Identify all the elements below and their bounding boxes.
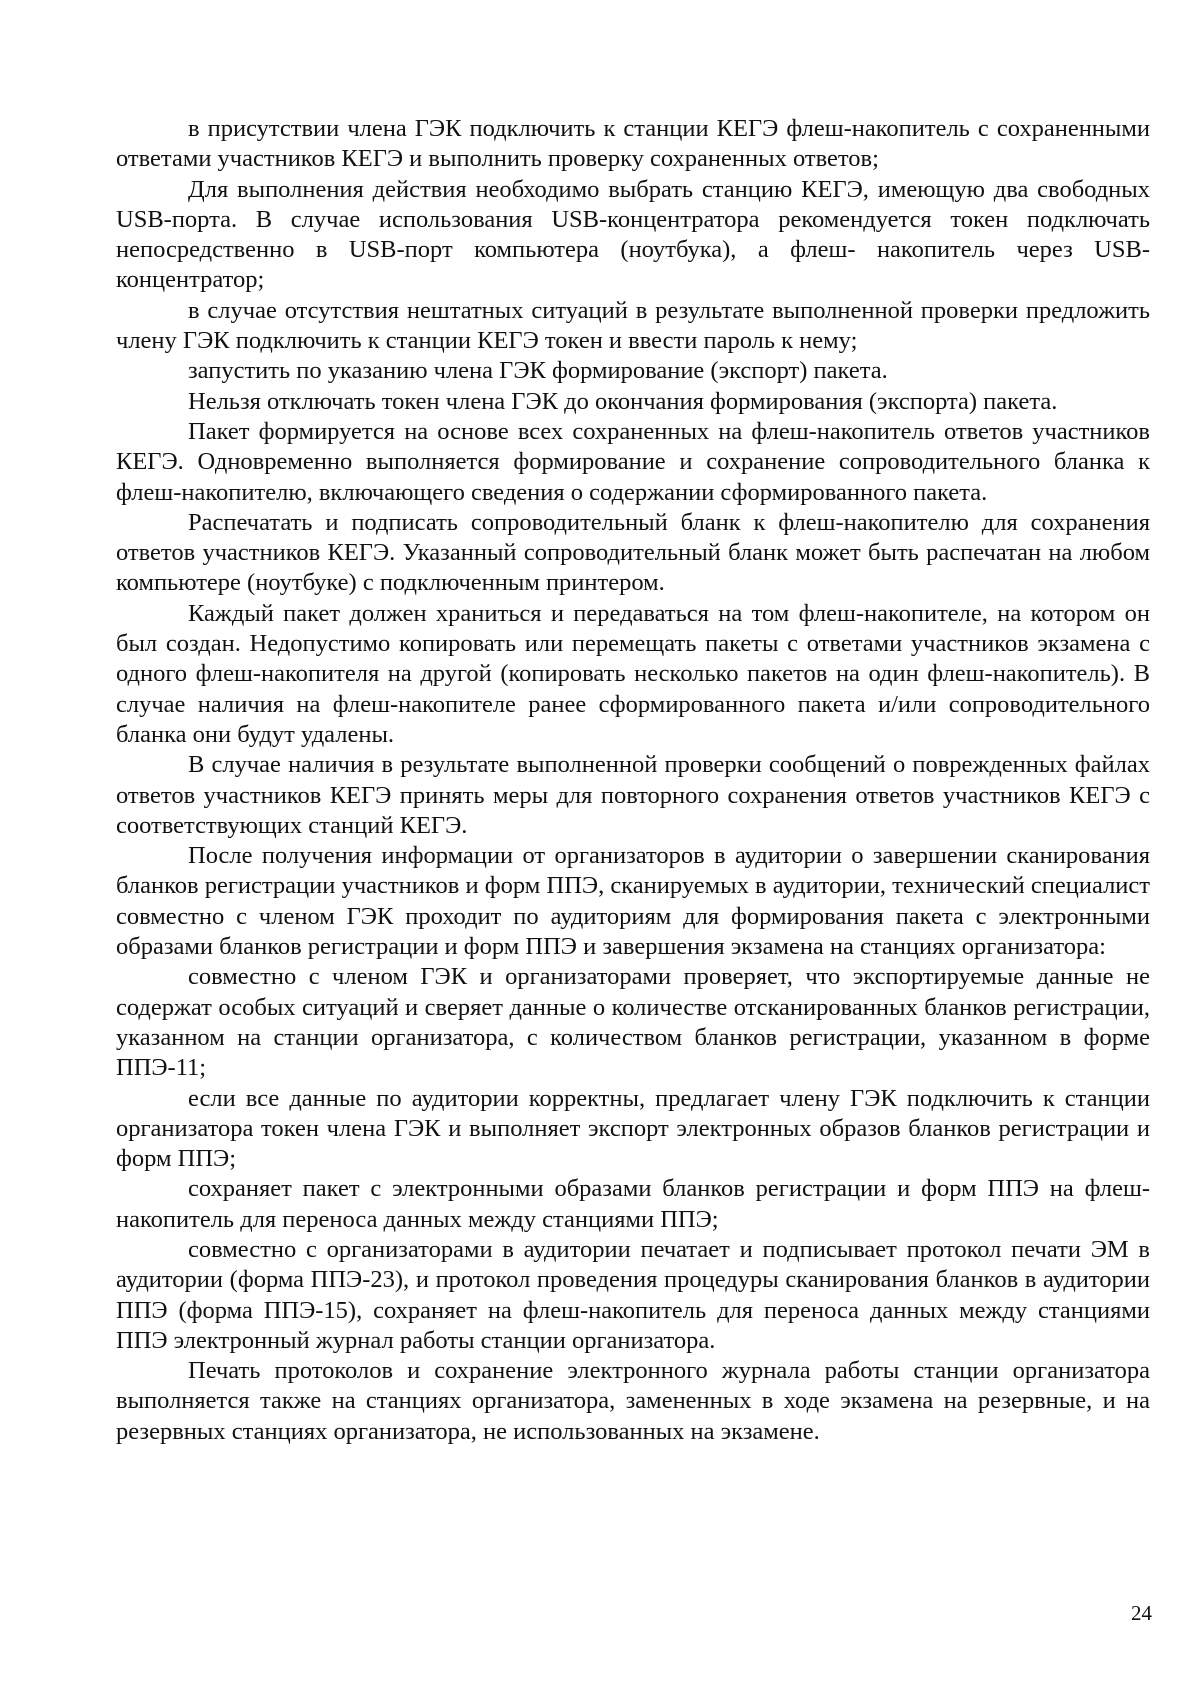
paragraph-3: в случае отсутствия нештатных ситуаций в результате выполненной проверки предложить члену ГЭК подключить к станции КЕГЭ токен и ввести пароль к нему; xyxy=(116,296,1150,355)
paragraph-10: После получения информации от организаторов в аудитории о завершении сканирования бланков регистрации участников и форм ППЭ, сканируемых в аудитории, технический специалист совместно с членом ГЭК проходит по аудиториям для формирования пакета с электронными образами бланков регистрации и форм ППЭ и завершения экзамена на станциях организатора: xyxy=(116,842,1150,961)
paragraph-7: Распечатать и подписать сопроводительный бланк к флеш-накопителю для сохранения ответов участников КЕГЭ. Указанный сопроводительный бланк может быть распечатан на любом компьютере (ноутбуке) с подключенным принтером. xyxy=(116,508,1150,597)
paragraph-14: совместно с организаторами в аудитории печатает и подписывает протокол печати ЭМ в аудитории (форма ППЭ-23), и протокол проведения процедуры сканирования бланков в аудитории ППЭ (форма ППЭ-15), сохраняет на флеш-накопитель для переноса данных между станциями ППЭ электронный журнал работы станции организатора. xyxy=(116,1235,1150,1354)
paragraph-12: если все данные по аудитории корректны, предлагает члену ГЭК подключить к станции организатора токен члена ГЭК и выполняет экспорт электронных образов бланков регистрации и форм ППЭ; xyxy=(116,1084,1150,1173)
paragraph-6: Пакет формируется на основе всех сохраненных на флеш-накопитель ответов участников КЕГЭ. Одновременно выполняется формирование и сохранение сопроводительного бланка к флеш-накопителю, включающего сведения о содержании сформированного пакета. xyxy=(116,417,1150,506)
paragraph-15: Печать протоколов и сохранение электронного журнала работы станции организатора выполняется также на станциях организатора, замененных в ходе экзамена на резервные, и на резервных станциях организатора, не использованных на экзамене. xyxy=(116,1357,1150,1445)
page-number: 24 xyxy=(1131,1601,1152,1625)
paragraph-8: Каждый пакет должен храниться и передаваться на том флеш-накопителе, на котором он был создан. Недопустимо копировать или перемещать пакеты с ответами участников экзамена с одного флеш-накопителя на другой (копировать несколько пакетов на один флеш-накопитель). В случае наличия на флеш-накопителе ранее сформированного пакета и/или сопроводительного бланка они будут удалены. xyxy=(116,599,1150,748)
paragraph-2: Для выполнения действия необходимо выбрать станцию КЕГЭ, имеющую два свободных USB-порта. В случае использования USB-концентратора рекомендуется токен подключать непосредственно в USB-порт компьютера (ноутбука), а флеш- накопитель через USB-концентратор; xyxy=(116,175,1150,294)
paragraph-13: сохраняет пакет с электронными образами бланков регистрации и форм ППЭ на флеш-накопитель для переноса данных между станциями ППЭ; xyxy=(116,1175,1150,1233)
page-body xyxy=(116,114,1150,1447)
paragraph-4: запустить по указанию члена ГЭК формирование (экспорт) пакета. xyxy=(188,357,888,385)
paragraph-1: в присутствии члена ГЭК подключить к станции КЕГЭ флеш-накопитель с сохраненными ответами участников КЕГЭ и выполнить проверку сохраненных ответов; xyxy=(116,115,1150,173)
paragraph-5: Нельзя отключать токен члена ГЭК до окончания формирования (экспорта) пакета. xyxy=(188,387,1058,415)
paragraph-9: В случае наличия в результате выполненной проверки сообщений о поврежденных файлах ответов участников КЕГЭ принять меры для повторного сохранения ответов участников КЕГЭ с соответствующих станций КЕГЭ. xyxy=(116,751,1150,839)
paragraph-11: совместно с членом ГЭК и организаторами проверяет, что экспортируемые данные не содержат особых ситуаций и сверяет данные о количестве отсканированных бланков регистрации, указанном на станции организатора, с количеством бланков регистрации, указанном в форме ППЭ-11; xyxy=(116,963,1150,1082)
